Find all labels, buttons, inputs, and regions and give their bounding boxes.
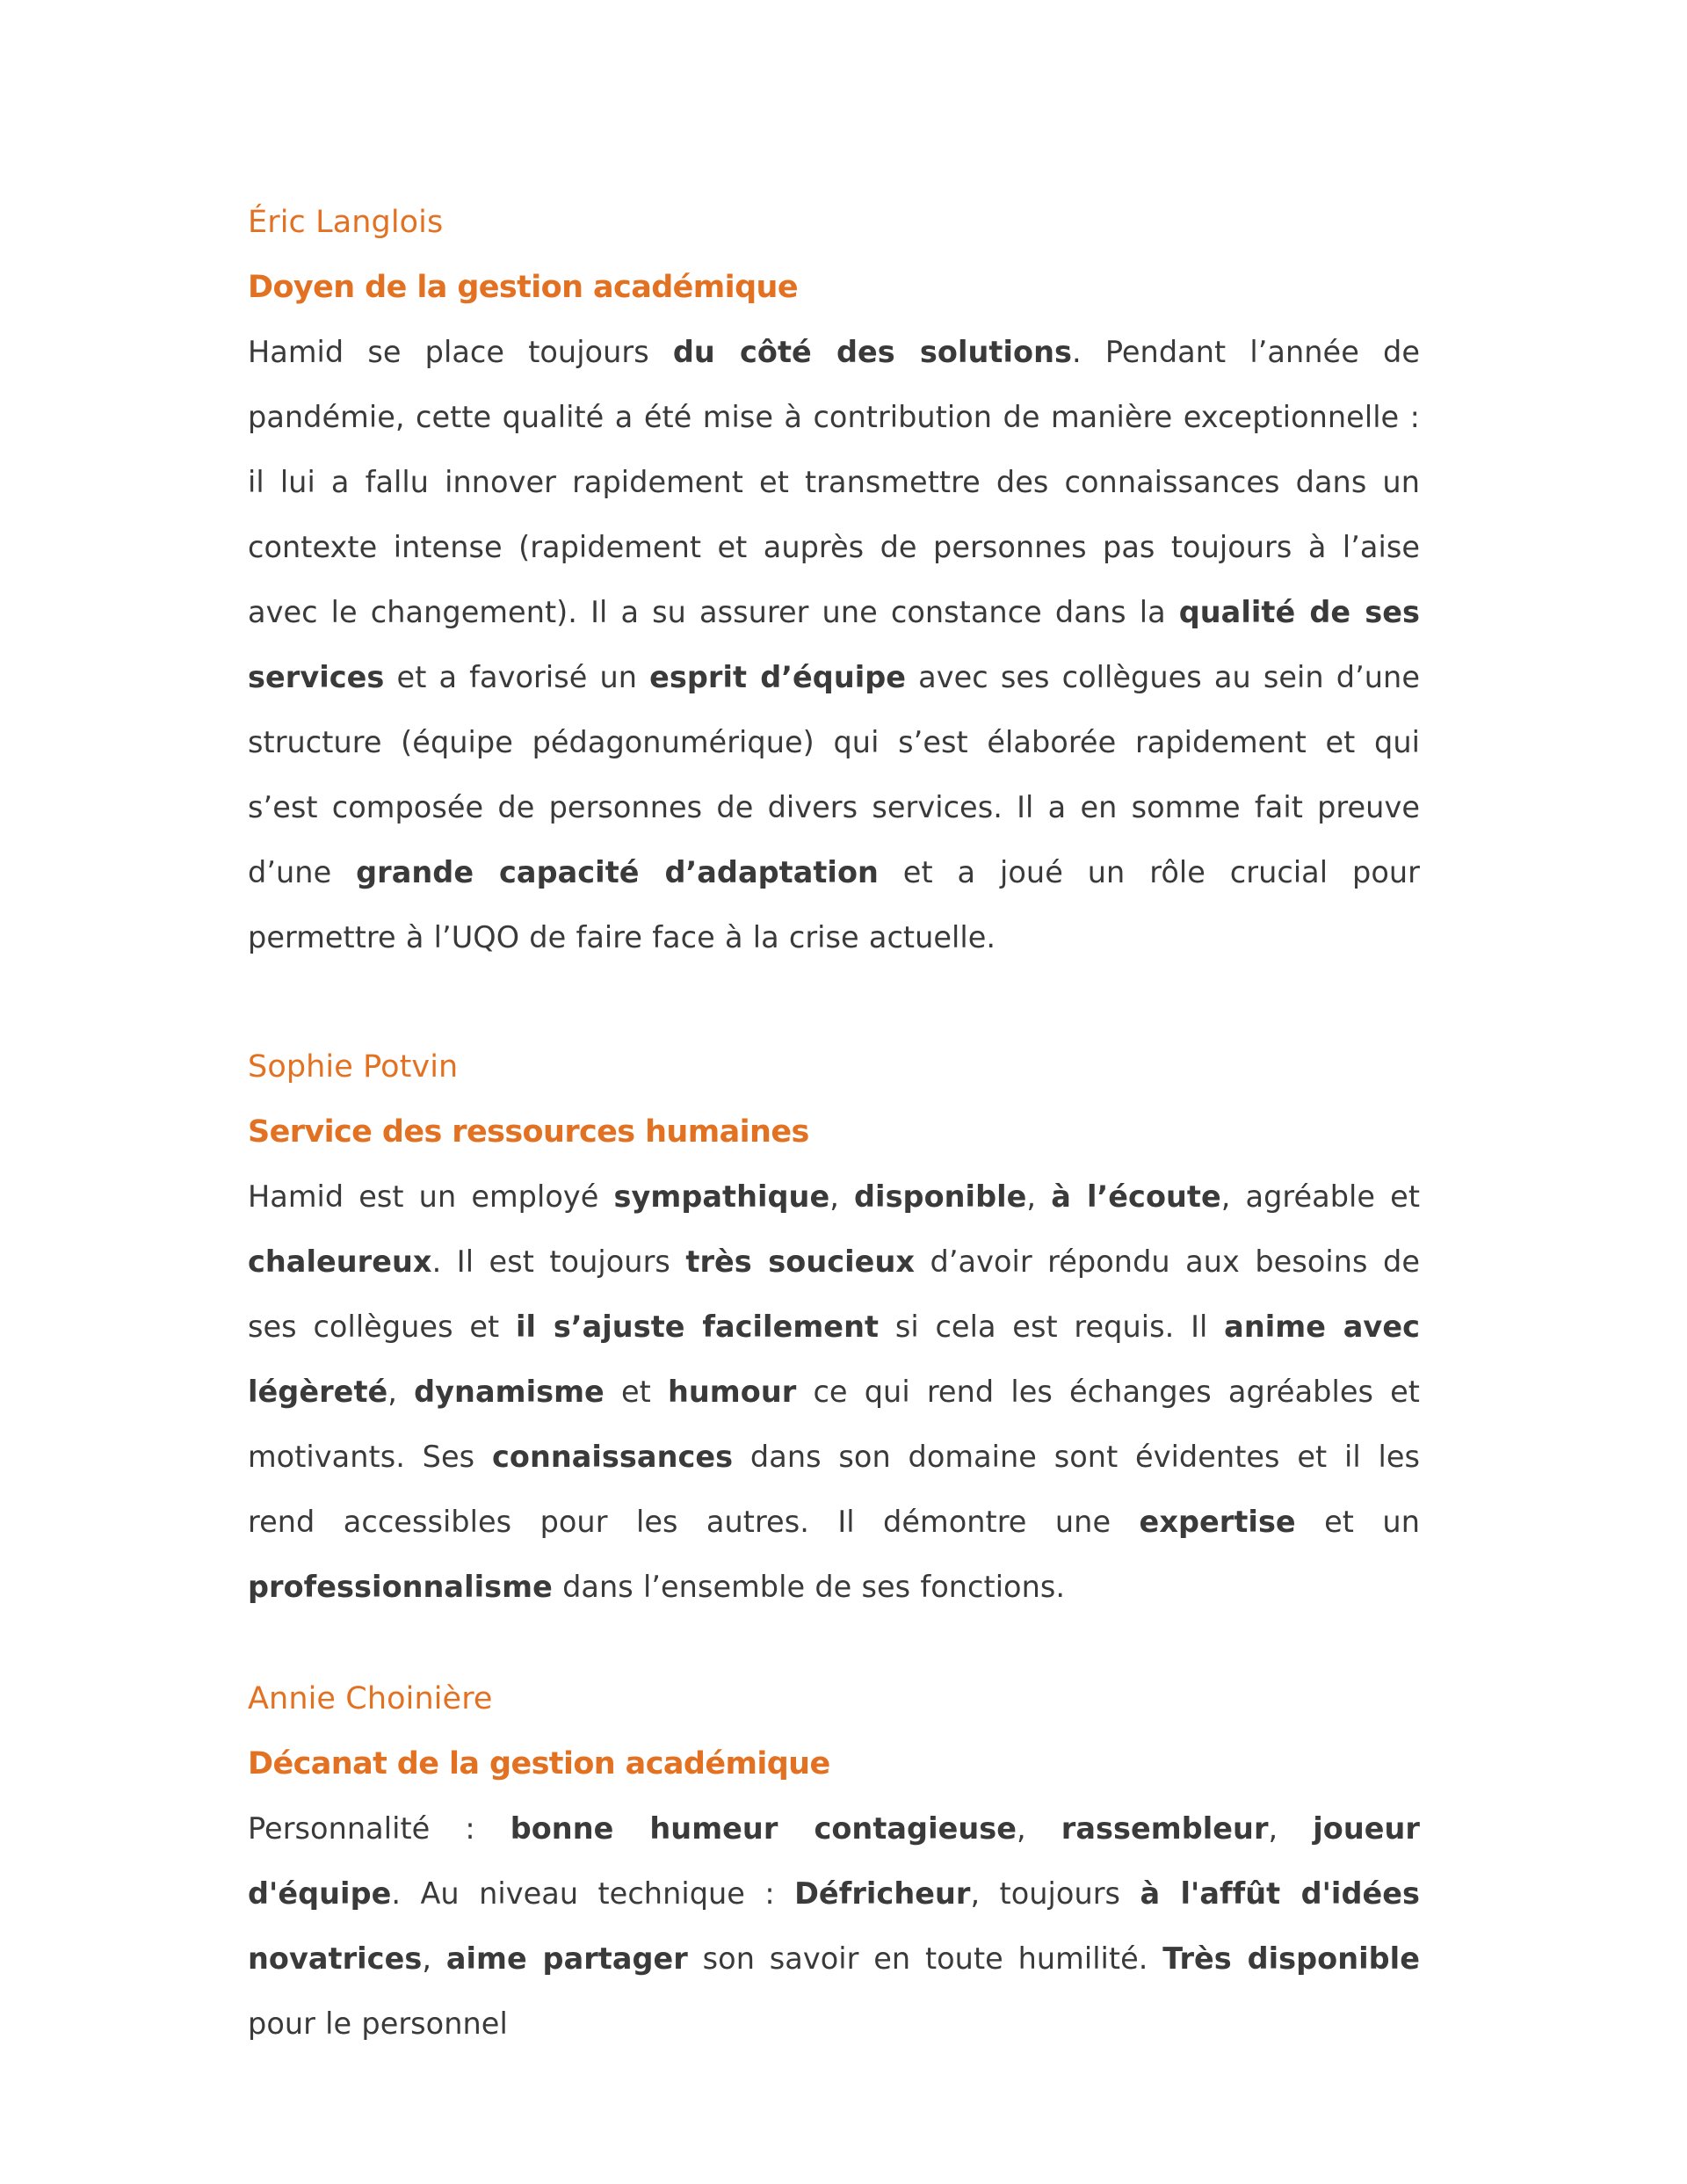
emphasized-text: aime partager <box>445 1941 688 1976</box>
body-text: , toujours <box>970 1876 1140 1911</box>
emphasized-text: connaissances <box>491 1440 734 1474</box>
emphasized-text: à l’écoute <box>1051 1179 1221 1214</box>
body-text: pour le personnel <box>248 2006 508 2041</box>
emphasized-text: très soucieux <box>685 1244 916 1279</box>
body-text: , <box>422 1941 446 1976</box>
emphasized-text: il s’ajuste facilement <box>516 1310 880 1344</box>
emphasized-text: chaleureux <box>248 1244 432 1279</box>
emphasized-text: à l'affût d'idées novatrices <box>248 1876 1421 1976</box>
emphasized-text: anime avec légèreté <box>248 1310 1420 1409</box>
testimonial-text <box>248 1796 1420 2057</box>
body-text: dans son domaine sont évidentes et il les rend accessibles pour les autres. Il démontre une <box>248 1440 1420 1539</box>
body-text: dans l’ensemble de ses fonctions. <box>552 1570 1066 1604</box>
body-text: et <box>604 1375 668 1409</box>
body-text: , <box>1268 1811 1314 1846</box>
emphasized-text: disponible <box>854 1179 1027 1214</box>
emphasized-text: rassembleur <box>1061 1811 1269 1846</box>
body-text: ce qui rend les échanges agréables et motivants. Ses <box>248 1375 1420 1474</box>
body-text: et a favorisé un <box>384 660 650 694</box>
testimonial-author-name: Sophie Potvin <box>248 1049 459 1085</box>
body-text: , agréable et <box>1220 1179 1420 1214</box>
testimonial-section <box>248 1040 1420 1620</box>
body-text: . Il est toujours <box>431 1244 686 1279</box>
emphasized-text: Défricheur <box>794 1876 971 1911</box>
body-text: avec ses collègues au sein d’une structure (équipe pédagonumérique) qui s’est élaborée rapidement et qui s’est composée de personnes de divers services. Il a en somme fait preuve d’une <box>248 660 1420 889</box>
emphasized-text: du côté des solutions <box>672 335 1072 369</box>
emphasized-text: joueur d'équipe <box>248 1811 1421 1911</box>
emphasized-text: bonne humeur contagieuse <box>510 1811 1017 1846</box>
emphasized-text: qualité de ses services <box>248 595 1420 694</box>
body-text: d’avoir répondu aux besoins de ses collègues et <box>248 1244 1420 1344</box>
emphasized-text: sympathique <box>613 1179 830 1214</box>
body-text: , <box>1026 1179 1052 1214</box>
emphasized-text: esprit d’équipe <box>649 660 907 694</box>
body-text: Hamid se place toujours <box>248 335 673 369</box>
body-text: et un <box>1295 1505 1420 1539</box>
testimonial-section <box>248 1672 1420 2057</box>
testimonial-text <box>248 320 1420 970</box>
testimonial-author-name: Annie Choinière <box>248 1681 493 1716</box>
body-text: , <box>1017 1811 1061 1846</box>
body-text: , <box>387 1375 415 1409</box>
body-text: Hamid est un employé <box>248 1179 614 1214</box>
emphasized-text: grande capacité d’adaptation <box>356 855 879 889</box>
body-text: et a joué un rôle crucial pour permettre à l’UQO de faire face à la crise actuelle. <box>248 855 1420 954</box>
body-text: si cela est requis. Il <box>879 1310 1225 1344</box>
body-text: Personnalité : <box>248 1811 510 1846</box>
emphasized-text: dynamisme <box>414 1375 605 1409</box>
testimonial-author-role: Doyen de la gestion académique <box>248 270 798 305</box>
body-text: son savoir en toute humilité. <box>687 1941 1163 1976</box>
body-text: , <box>829 1179 854 1214</box>
testimonial-text <box>248 1165 1420 1620</box>
emphasized-text: expertise <box>1139 1505 1296 1539</box>
body-text: . Au niveau technique : <box>391 1876 795 1911</box>
body-text: . Pendant l’année de pandémie, cette qualité a été mise à contribution de manière exceptionnelle : il lui a fallu innover rapidement et transmettre des connaissances dans un contexte intense (rapidement et auprès de personnes pas toujours à l’aise avec le changement). Il a su assurer une constance dans la <box>248 335 1420 629</box>
testimonial-section <box>248 195 1420 970</box>
emphasized-text: humour <box>668 1375 797 1409</box>
emphasized-text: professionnalisme <box>248 1570 553 1604</box>
testimonial-author-role: Service des ressources humaines <box>248 1114 809 1150</box>
emphasized-text: Très disponible <box>1162 1941 1420 1976</box>
testimonial-author-name: Éric Langlois <box>248 205 444 240</box>
testimonial-author-role: Décanat de la gestion académique <box>248 1746 830 1781</box>
